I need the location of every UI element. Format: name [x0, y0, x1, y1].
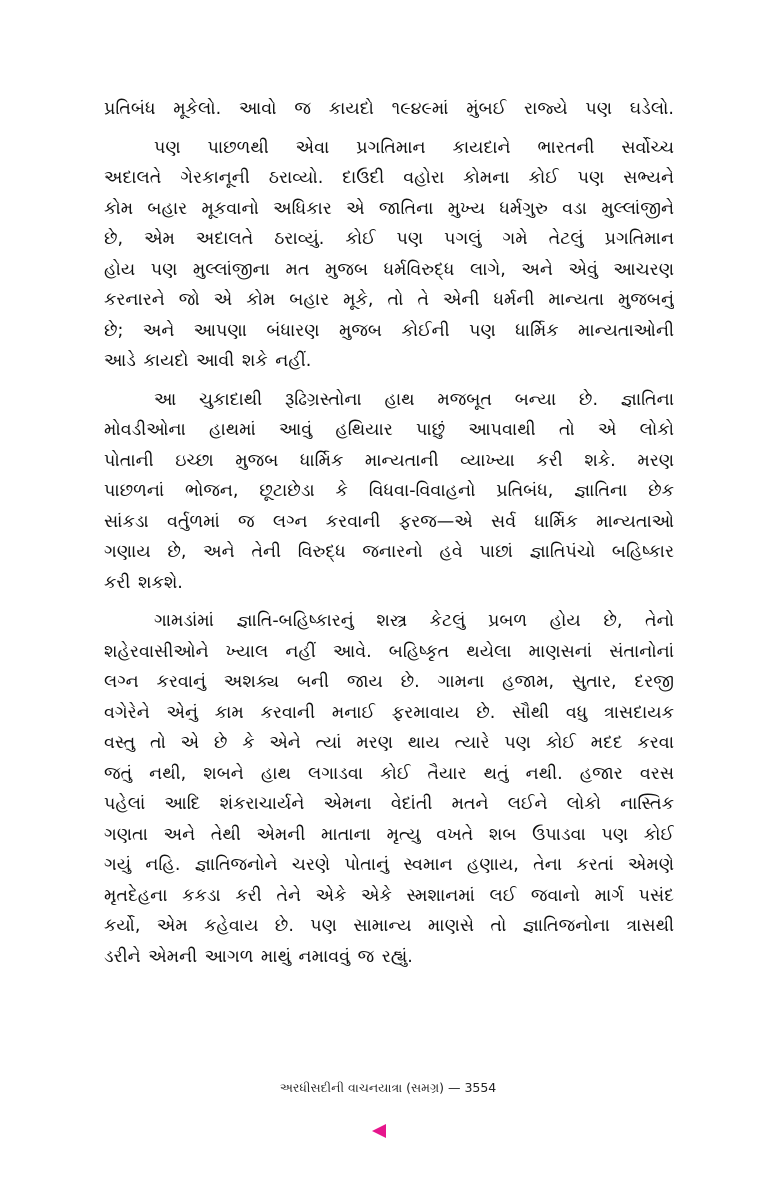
page-footer: અરધીસદીની વાચનયાત્રા (સમગ્ર) — 3554 [279, 1080, 497, 1095]
paragraph-village-boycott [104, 606, 674, 972]
text-line: પહેલાં આદિ શંકરાચાર્યને એમના વેદાંતી મતને લઈને લોકો નાસ્તિક [104, 794, 674, 814]
text-line: લગ્ન કરવાનું અશક્ય બની જાય છે. ગામના હજામ, સુતાર, દરજી [104, 672, 674, 692]
text-line: પ્રતિબંધ મૂકેલો. આવો જ કાયદો ૧૯૪૯માં મુંબઈ રાજ્યે પણ ઘડેલો. [104, 99, 674, 119]
text-line: ગણતા અને તેથી એમની માતાના મૃત્યુ વખતે શબ ઉપાડવા પણ કોઈ [104, 824, 674, 845]
text-line: હોય પણ મુલ્લાંજીના મત મુજબ ધર્મવિરુદ્ધ લાગે, અને એવું આચરણ [104, 259, 674, 280]
text-line: આડે કાયદો આવી શકે નહીં. [104, 351, 312, 371]
text-line: કરી શકશે. [104, 572, 183, 593]
text-line: સાંકડા વર્તુળમાં જ લગ્ન કરવાની ફરજ—એ સર્વ ધાર્મિક માન્યતાઓ [104, 511, 674, 532]
paragraph-supreme-court [104, 133, 674, 377]
text-line: અદાલતે ગેરકાનૂની ઠરાવ્યો. દાઉદી વહોરા કોમના કોઈ પણ સભ્યને [104, 168, 674, 188]
left-triangle-icon[interactable] [372, 1124, 386, 1138]
body-text [104, 94, 674, 972]
text-line: આ ચુકાદાથી રૂઢિગ્રસ્તોના હાથ મજબૂત બન્યા છે. જ્ઞાતિના [154, 389, 674, 410]
text-line: કોમ બહાર મૂકવાનો અધિકાર એ જાતિના મુખ્ય ધર્મગુરુ વડા મુલ્લાંજીને [104, 198, 674, 219]
text-line: વસ્તુ તો એ છે કે એને ત્યાં મરણ થાય ત્યારે પણ કોઈ મદદ કરવા [104, 733, 674, 753]
text-line: છે, એમ અદાલતે ઠરાવ્યું. કોઈ પણ પગલું ગમે તેટલું પ્રગતિમાન [104, 229, 674, 249]
text-line: છે; અને આપણા બંધારણ મુજબ કોઈની પણ ધાર્મિક માન્યતાઓની [104, 320, 674, 341]
text-line: કરનારને જો એ કોમ બહાર મૂકે, તો તે એની ધર્મની માન્યતા મુજબનું [104, 290, 674, 310]
text-line: શહેરવાસીઓને ખ્યાલ નહીં આવે. બહિષ્કૃત થયેલા માણસનાં સંતાનોનાં [104, 641, 674, 662]
text-line: મૃતદેહના કકડા કરી તેને એકે એકે સ્મશાનમાં લઈ જવાનો માર્ગ પસંદ [104, 885, 674, 906]
text-line: પાછળનાં ભોજન, છૂટાછેડા કે વિધવા-વિવાહનો પ્રતિબંધ, જ્ઞાતિના છેક [104, 481, 674, 501]
text-line: પણ પાછળથી એવા પ્રગતિમાન કાયદાને ભારતની સર્વોચ્ચ [154, 137, 674, 158]
text-line: ગયું નહિ. જ્ઞાતિજનોને ચરણે પોતાનું સ્વમાન હણાય, તેના કરતાં એમણે [104, 855, 674, 875]
text-line: ગામડાંમાં જ્ઞાતિ-બહિષ્કારનું શસ્ત્ર કેટલું પ્રબળ હોય છે, તેનો [154, 611, 674, 631]
paragraph-verdict [104, 385, 674, 599]
text-line: મોવડીઓના હાથમાં આવું હથિયાર પાછું આપવાથી તો એ લોકો [104, 420, 674, 440]
text-line: વગેરેને એનું કામ કરવાની મનાઈ ફરમાવાય છે. સૌથી વધુ ત્રાસદાયક [104, 702, 674, 723]
text-line: પોતાની ઇચ્છા મુજબ ધાર્મિક માન્યતાની વ્યાખ્યા કરી શકે. મરણ [104, 450, 674, 471]
text-line: જતું નથી, શબને હાથ લગાડવા કોઈ તૈયાર થતું નથી. હજાર વરસ [104, 763, 674, 784]
text-line: કર્યો, એમ કહેવાય છે. પણ સામાન્ય માણસે તો જ્ઞાતિજનોના ત્રાસથી [104, 916, 674, 936]
text-line: ગણાય છે, અને તેની વિરુદ્ધ જનારનો હવે પાછાં જ્ઞાતિપંચો બહિષ્કાર [104, 542, 674, 562]
text-line: ડરીને એમની આગળ માથું નમાવવું જ રહ્યું. [104, 946, 413, 967]
